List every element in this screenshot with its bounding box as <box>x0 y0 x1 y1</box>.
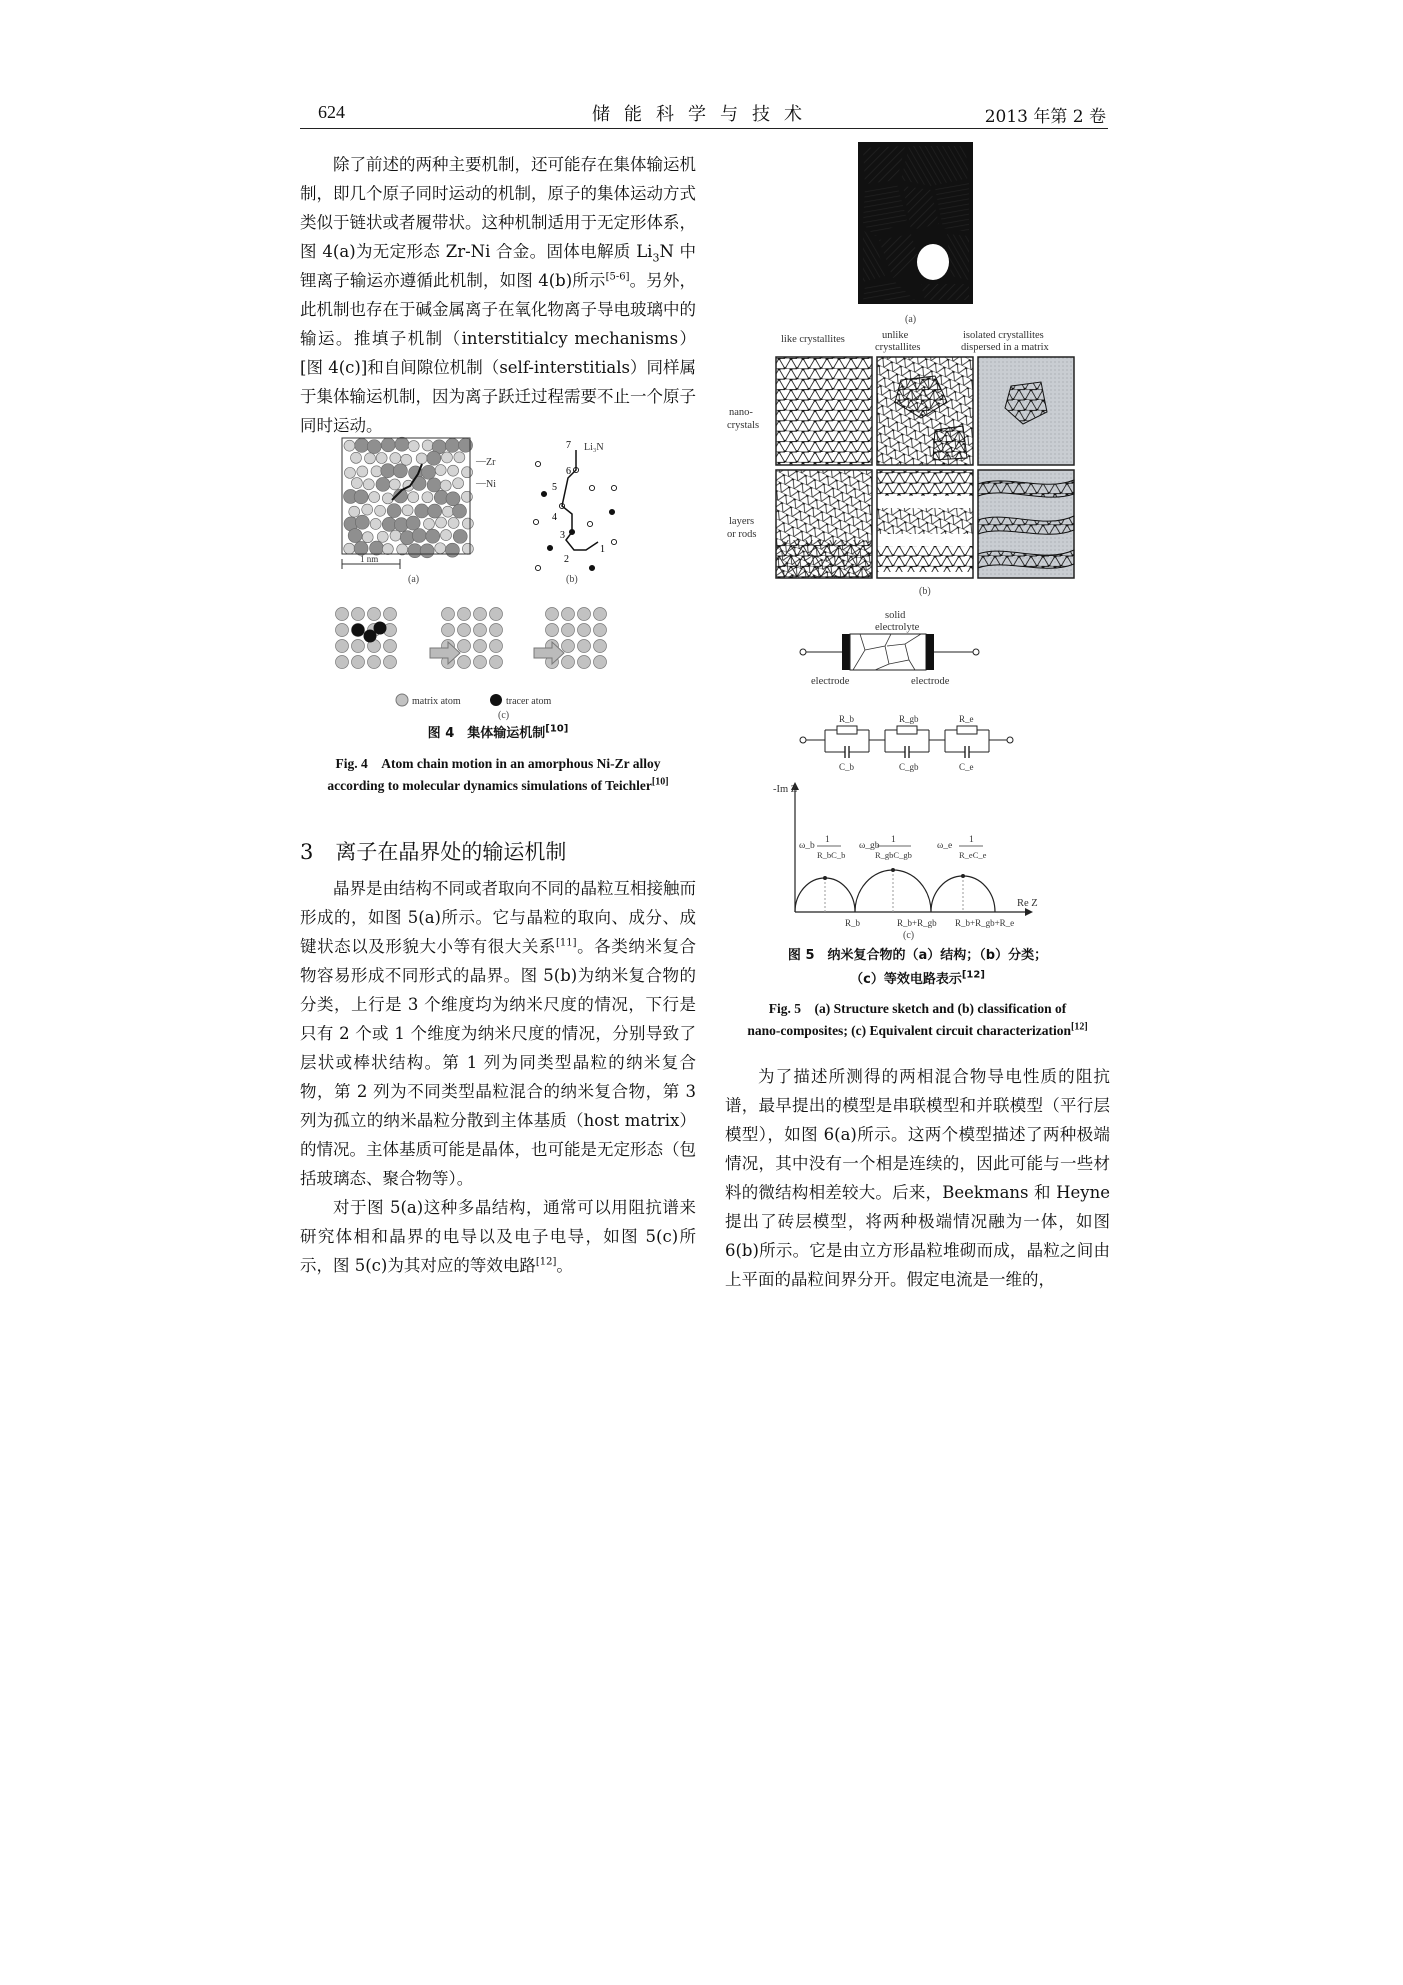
alloy-atom <box>436 517 447 528</box>
zr-label: Zr <box>486 457 496 468</box>
alloy-atom <box>452 504 466 518</box>
alloy-atom <box>401 454 412 465</box>
alloy-atom <box>453 478 464 489</box>
figure-4c-interstitialcy <box>336 608 607 669</box>
svg-text:3: 3 <box>560 530 565 541</box>
matrix-atom <box>384 608 397 621</box>
alloy-atom <box>395 437 409 451</box>
svg-text:2: 2 <box>564 554 569 565</box>
legend-tracer-atom: tracer atom <box>506 696 552 707</box>
alloy-atom <box>370 518 381 529</box>
circuit-capacitor-label: C_b <box>839 762 855 772</box>
fig4-sub-a: (a) <box>408 574 420 585</box>
svg-text:R_gbC_gb: R_gbC_gb <box>875 850 912 860</box>
alloy-atom <box>357 466 368 477</box>
tracer-atom <box>352 624 365 637</box>
ni-label: Ni <box>486 479 496 490</box>
matrix-atom <box>490 656 503 669</box>
alloy-atom <box>369 492 380 503</box>
left-paragraph-2: 晶界是由结构不同或者取向不同的晶粒互相接触而形成的，如图 5(a)所示。它与晶粒的取向、成分、成键状态以及形貌大小等有很大关系[11]。各类纳米复合物容易形成不同形式的晶界。图 5(b)为纳米复合物的分类，上行是 3 个维度均为纳米尺度的情况，下行是只有 2 个或 1 个维度为纳米尺度的情况，分别导致了层状或棒状结构。第 1 列为同类型晶粒的纳米复合物，第 2 列为不同类型晶粒混合的纳米复合物，第 3 列为孤立的纳米晶粒分散到主体基质（host matrix）的情况。主体基质可能是晶体，也可能是无定形态（包括玻璃态、聚合物等）。 对于图 5(a)这种多晶结构，通常可以用阻抗谱来研究体相和晶界的电导以及电子电导，如图 5(c)所示，图 5(c)为其对应的等效电路[12]。 <box>300 879 697 1275</box>
alloy-atom <box>376 477 390 491</box>
alloy-atom <box>408 492 419 503</box>
svg-text:dispersed in a matrix: dispersed in a matrix <box>961 342 1049 353</box>
alloy-atom <box>348 529 362 543</box>
figure-5c-equivalent-circuit <box>800 714 1013 772</box>
alloy-atom <box>412 528 426 542</box>
svg-text:1: 1 <box>600 544 605 555</box>
alloy-atom <box>416 453 427 464</box>
matrix-atom <box>442 624 455 637</box>
alloy-atom <box>344 440 355 451</box>
alloy-atom <box>427 451 441 465</box>
svg-text:or rods: or rods <box>727 529 757 540</box>
alloy-atom <box>422 440 433 451</box>
alloy-atom <box>349 506 360 517</box>
lattice-site <box>609 509 614 514</box>
circuit-resistor-label: R_b <box>839 714 855 724</box>
matrix-atom <box>594 656 607 669</box>
svg-text:ω_e: ω_e <box>937 841 953 851</box>
alloy-atom <box>397 544 408 555</box>
svg-text:R_b+R_gb+R_e: R_b+R_gb+R_e <box>955 918 1015 928</box>
alloy-atom <box>367 440 381 454</box>
alloy-atom <box>390 530 401 541</box>
alloy-atom <box>448 517 459 528</box>
alloy-atom <box>423 518 434 529</box>
matrix-atom <box>578 608 591 621</box>
matrix-atom <box>352 656 365 669</box>
alloy-atom <box>344 543 355 554</box>
alloy-atom <box>362 532 373 543</box>
svg-text:isolated crystallites: isolated crystallites <box>963 330 1044 341</box>
lattice-site <box>535 565 540 570</box>
alloy-atom <box>362 504 373 515</box>
fig4-sub-c: (c) <box>498 710 510 721</box>
figure-4a-amorphous-alloy <box>344 437 474 558</box>
alloy-atom <box>408 544 422 558</box>
volume-info: 2013 年第 2 卷 <box>984 107 1106 127</box>
matrix-atom <box>336 608 349 621</box>
alloy-atom <box>420 544 434 558</box>
alloy-atom <box>461 491 472 502</box>
alloy-atom <box>426 529 440 543</box>
matrix-atom <box>458 640 471 653</box>
matrix-atom <box>458 624 471 637</box>
alloy-atom <box>406 516 420 530</box>
alloy-atom <box>376 452 387 463</box>
matrix-atom <box>368 656 381 669</box>
alloy-atom <box>440 480 451 491</box>
matrix-atom <box>336 640 349 653</box>
matrix-atom <box>352 608 365 621</box>
matrix-atom <box>578 624 591 637</box>
alloy-atom <box>375 505 386 516</box>
lattice-site <box>611 485 616 490</box>
alloy-atom <box>351 478 362 489</box>
alloy-atom <box>351 452 362 463</box>
lattice-site <box>533 519 538 524</box>
matrix-atom <box>336 656 349 669</box>
alloy-atom <box>428 504 442 518</box>
figure-5b-classification <box>727 330 1074 578</box>
alloy-atom <box>415 504 429 518</box>
circuit-resistor-label: R_e <box>959 714 974 724</box>
alloy-atom <box>377 531 388 542</box>
fig5-sub-b: (b) <box>919 586 931 597</box>
alloy-atom <box>382 544 393 555</box>
matrix-atom <box>546 608 559 621</box>
svg-text:ω_b: ω_b <box>799 841 815 851</box>
alloy-atom <box>462 518 473 529</box>
svg-text:layers: layers <box>729 516 755 527</box>
alloy-atom <box>400 531 414 545</box>
alloy-atom <box>435 465 446 476</box>
fig5-caption-en: Fig. 5 (a) Structure sketch and (b) classification of nano-composites; (c) Equivalent circuit characterization[12] <box>747 1001 1088 1038</box>
matrix-atom <box>562 624 575 637</box>
li3n-label: Li₃N <box>584 442 604 453</box>
alloy-atom <box>440 530 451 541</box>
alloy-atom <box>371 466 382 477</box>
alloy-atom <box>408 441 419 452</box>
matrix-atom <box>562 656 575 669</box>
alloy-atom <box>382 493 393 504</box>
matrix-atom <box>458 656 471 669</box>
svg-text:crystals: crystals <box>727 420 760 431</box>
lattice-site <box>547 545 552 550</box>
right-paragraph-1: 为了描述所测得的两相混合物导电性质的阻抗谱，最早提出的模型是串联模型和并联模型（平行层模型），如图 6(a)所示。这两个模型描述了两种极端情况，其中没有一个相是连续的，因此可能与一些材料的微结构相差较大。后来，Beekmans 和 Heyne 提出了砖层模型，将两种极端情况融为一体，如图 6(b)所示。它是由立方形晶粒堆砌而成，晶粒之间由上平面的晶粒间界分开。假定电流是一维的， <box>725 1067 1110 1289</box>
svg-text:unlike: unlike <box>882 330 909 341</box>
matrix-atom <box>546 624 559 637</box>
svg-text:electrolyte: electrolyte <box>875 622 920 633</box>
lattice-site <box>611 539 616 544</box>
alloy-atom <box>453 529 467 543</box>
lattice-site <box>589 565 594 570</box>
circuit-capacitor-label: C_e <box>959 762 974 772</box>
matrix-atom <box>336 624 349 637</box>
alloy-atom <box>364 453 375 464</box>
alloy-atom <box>370 541 384 555</box>
alloy-atom <box>445 438 459 452</box>
alloy-atom <box>355 515 369 529</box>
alloy-atom <box>355 438 369 452</box>
running-header <box>300 100 1108 129</box>
alloy-atom <box>454 452 465 463</box>
alloy-atom <box>442 506 453 517</box>
alloy-atom <box>402 505 413 516</box>
alloy-atom <box>462 543 473 554</box>
matrix-atom <box>578 640 591 653</box>
figure-5 <box>725 140 1110 940</box>
alloy-atom <box>435 543 446 554</box>
matrix-atom <box>474 640 487 653</box>
journal-title: 储能科学与技术 <box>592 104 816 125</box>
matrix-atom <box>384 656 397 669</box>
figure-5c-cell <box>800 610 979 687</box>
svg-text:7: 7 <box>566 440 571 451</box>
lattice-site <box>535 461 540 466</box>
lattice-site <box>589 485 594 490</box>
fig5-sub-a: (a) <box>905 314 917 325</box>
matrix-atom <box>474 608 487 621</box>
svg-text:—: — <box>476 478 486 489</box>
matrix-atom <box>474 656 487 669</box>
scale-bar-label: 1 nm <box>360 554 379 564</box>
fig4-caption-en: Fig. 4 Atom chain motion in an amorphous Ni-Zr alloy according to molecular dynamics simulations of Teichler[10] <box>327 756 669 793</box>
svg-text:electrode: electrode <box>911 676 950 687</box>
lattice-site <box>587 521 592 526</box>
alloy-atom <box>344 467 355 478</box>
fig5-sub-c: (c) <box>903 930 915 941</box>
matrix-atom <box>442 608 455 621</box>
figure-5a-polycrystal <box>858 142 973 304</box>
alloy-atom <box>381 464 395 478</box>
legend-matrix-atom: matrix atom <box>412 696 461 707</box>
alloy-atom <box>446 492 460 506</box>
alloy-atom <box>389 479 400 490</box>
svg-text:1: 1 <box>825 835 830 845</box>
matrix-atom <box>490 624 503 637</box>
svg-text:6: 6 <box>566 466 571 477</box>
fig5-caption-zh: 图 5 纳米复合物的（a）结构；（b）分类； （c）等效电路表示[12] <box>787 948 1048 987</box>
matrix-atom <box>594 624 607 637</box>
svg-text:ω_gb: ω_gb <box>859 841 880 851</box>
svg-text:R_b: R_b <box>845 918 861 928</box>
svg-text:Re Z: Re Z <box>1017 898 1038 909</box>
alloy-atom <box>393 464 407 478</box>
alloy-atom <box>445 543 459 557</box>
alloy-atom <box>363 479 374 490</box>
svg-text:electrode: electrode <box>811 676 850 687</box>
svg-text:—: — <box>476 456 486 467</box>
svg-text:R_eC_e: R_eC_e <box>959 850 987 860</box>
svg-text:1: 1 <box>969 835 974 845</box>
svg-text:4: 4 <box>552 512 557 523</box>
alloy-atom <box>462 467 473 478</box>
circuit-capacitor-label: C_gb <box>899 762 919 772</box>
matrix-atom <box>490 640 503 653</box>
left-paragraph-1: 除了前述的两种主要机制，还可能存在集体输运机制，即几个原子同时运动的机制，原子的集体运动方式类似于链状或者履带状。这种机制适用于无定形体系，图 4(a)为无定形态 Zr-Ni 合金。固体电解质 $Li_3N$ 中锂离子输运亦遵循此机制，如图 4(b)所示[5-6]。另外，此机制也存在于碱金属离子在氧化物离子导电玻璃中的输运。推填子机制（interstitialcy mechanisms）[图 4(c)]和自间隙位机制（self-interstitials）同样属于集体输运机制，因为离子跃迁过程需要不止一个原子同时运动。 <box>300 155 696 435</box>
matrix-atom <box>368 608 381 621</box>
svg-text:5: 5 <box>552 482 557 493</box>
svg-text:nano-: nano- <box>729 407 753 418</box>
matrix-atom <box>594 608 607 621</box>
matrix-atom <box>490 608 503 621</box>
matrix-atom <box>384 640 397 653</box>
page-number: 624 <box>318 102 345 122</box>
circuit-resistor-label: R_gb <box>899 714 919 724</box>
matrix-atom <box>578 656 591 669</box>
alloy-atom <box>390 453 401 464</box>
svg-text:crystallites: crystallites <box>875 342 921 353</box>
figure-5c-impedance-plot <box>773 782 1038 941</box>
matrix-atom <box>562 608 575 621</box>
svg-text:solid: solid <box>885 610 906 621</box>
alloy-atom <box>427 478 441 492</box>
svg-text:R_b+R_gb: R_b+R_gb <box>897 918 937 928</box>
svg-text:R_bC_b: R_bC_b <box>817 850 846 860</box>
alloy-atom <box>422 465 436 479</box>
alloy-atom <box>354 490 368 504</box>
fig4-sub-b: (b) <box>566 574 578 585</box>
alloy-atom <box>441 452 452 463</box>
alloy-atom <box>422 492 433 503</box>
alloy-atom <box>448 465 459 476</box>
lattice-site <box>541 491 546 496</box>
svg-text:-Im Z: -Im Z <box>773 784 798 795</box>
alloy-atom <box>387 504 401 518</box>
matrix-atom <box>352 640 365 653</box>
fig4-caption-zh: 图 4 集体输运机制[10] <box>427 723 569 741</box>
section-heading: 3 离子在晶界处的输运机制 <box>300 840 567 864</box>
alloy-atom <box>381 438 395 452</box>
matrix-atom <box>594 640 607 653</box>
svg-text:like crystallites: like crystallites <box>781 334 845 345</box>
matrix-atom <box>458 608 471 621</box>
figure-4 <box>330 428 680 721</box>
svg-text:1: 1 <box>891 835 896 845</box>
tracer-atom <box>374 622 387 635</box>
matrix-atom <box>562 640 575 653</box>
matrix-atom <box>474 624 487 637</box>
